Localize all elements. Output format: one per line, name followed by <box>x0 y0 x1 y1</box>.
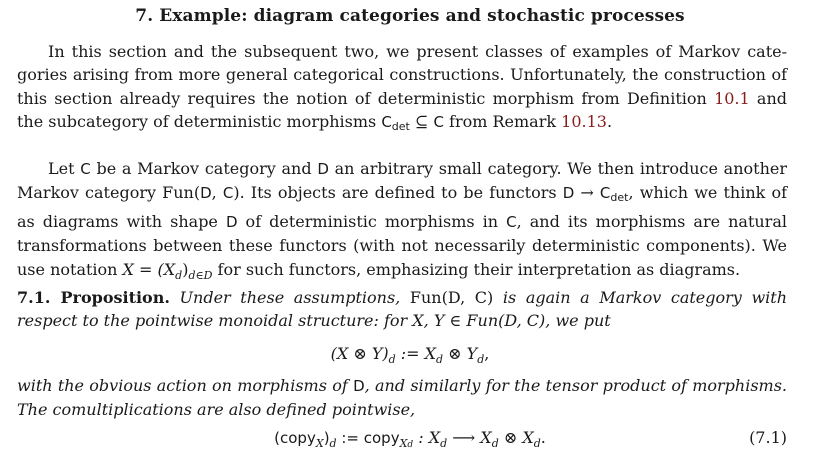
copy-sub-d: d <box>329 437 337 451</box>
eq2-arrow: ⟶ X <box>447 428 492 447</box>
eq1-mid: := X <box>395 344 437 363</box>
proposition-label: 7.1. Proposition. <box>17 288 170 307</box>
eq1-mid2: ⊗ Y <box>443 344 478 363</box>
equation-tensor <box>0 344 820 367</box>
para2-text-3: an arbitrary small category. We then introduce another Markov category Fun( <box>17 159 788 203</box>
para2-text-2: be a Markov category and <box>90 159 318 178</box>
eq2-domain: : X <box>413 428 441 447</box>
equation-number: (7.1) <box>749 428 787 447</box>
eq2-sub: d <box>440 437 448 451</box>
subscript-d-in-d: d∈D <box>188 268 213 282</box>
eq1-end: , <box>484 344 490 363</box>
para2-text-4: ). Its objects are defined to be functors <box>233 183 563 203</box>
copy-lhs: (copy <box>274 429 316 447</box>
d-symbol: D <box>200 184 212 203</box>
cdet-subscript: det <box>391 120 410 134</box>
remark-link[interactable]: 10.13 <box>561 112 607 132</box>
paragraph-intro <box>17 40 787 139</box>
d-symbol: D <box>353 377 365 395</box>
c-symbol: C <box>433 113 444 132</box>
close-paren: ) <box>323 429 330 447</box>
para1-text-4: . <box>606 112 613 132</box>
c-symbol: C <box>80 160 91 178</box>
eq1-lhs: (X ⊗ Y) <box>330 344 389 363</box>
d-symbol: D <box>562 184 575 203</box>
para1-text-1: In this section and the subsequent two, we present classes of examples of Markov categories arising from more general categorical constructions. Unfortunately, the construction of this section already requires the notion of deterministic morphism from Definition <box>17 42 787 108</box>
eq2-sub: d <box>533 437 541 451</box>
proposition-continuation <box>17 374 787 422</box>
para2-text-1: Let <box>48 159 81 178</box>
para1-text-3: from Remark <box>443 112 562 132</box>
paragraph-definition <box>17 157 787 281</box>
d-symbol: D <box>225 212 238 231</box>
prop-text-5: , and similarly for the tensor product of morphisms. The comultiplications are also defined pointwise, <box>17 376 788 420</box>
prop-text-2: is again a Markov category with respect to the pointwise monoidal structure: for <box>17 288 788 331</box>
subscript-d: d <box>175 268 183 282</box>
eq1-sub: d <box>436 353 444 367</box>
proposition-block <box>17 286 787 333</box>
comma: , <box>211 183 223 203</box>
fun-dc: Fun(D, C) <box>409 288 494 307</box>
para2-text-6: of deterministic morphisms in <box>237 211 507 231</box>
prop-text-4: with the obvious action on morphisms of <box>17 376 354 395</box>
eq2-tensor: ⊗ X <box>498 428 534 447</box>
cdet-symbol: C <box>381 113 392 132</box>
arrow-symbol: → <box>574 183 600 203</box>
subseteq-symbol: ⊆ <box>409 112 434 132</box>
c-symbol: C <box>506 212 517 231</box>
copy-sub-x: X <box>399 437 408 451</box>
copy-sub-x: X <box>315 437 324 451</box>
notation-x: X = (X <box>122 259 176 279</box>
section-heading: 7. Example: diagram categories and stochastic processes <box>135 6 685 26</box>
definition-link[interactable]: 10.1 <box>714 88 750 108</box>
prop-text-1: Under these assumptions, <box>169 288 410 307</box>
para2-text-5: , which we think of as diagrams with shape <box>17 183 787 231</box>
det-subscript: det <box>610 191 629 205</box>
para1-text-2: and the subcategory of deterministic morphisms <box>17 88 788 132</box>
c-symbol: C <box>222 184 234 203</box>
copy-sub-d: d <box>407 440 414 451</box>
eq1-sub: d <box>477 353 485 367</box>
para2-text-8: for such functors, emphasizing their interpretation as diagrams. <box>212 259 741 279</box>
d-symbol: D <box>317 160 329 178</box>
xy-in-fun: X, Y ∈ Fun(D, C) <box>412 311 546 331</box>
para2-text-7: , and its morphisms are natural transformations between these functors (with not necessarily deterministic components). We use notation <box>17 211 787 279</box>
eq2-sub: d <box>491 437 499 451</box>
prop-text-3: , we put <box>545 311 611 331</box>
c-symbol: C <box>599 184 611 203</box>
eq2-end: . <box>540 428 546 447</box>
eq1-sub: d <box>388 353 396 367</box>
close-paren: ) <box>182 259 189 279</box>
equation-copy <box>0 428 820 451</box>
copy-rhs: := copy <box>336 429 400 447</box>
